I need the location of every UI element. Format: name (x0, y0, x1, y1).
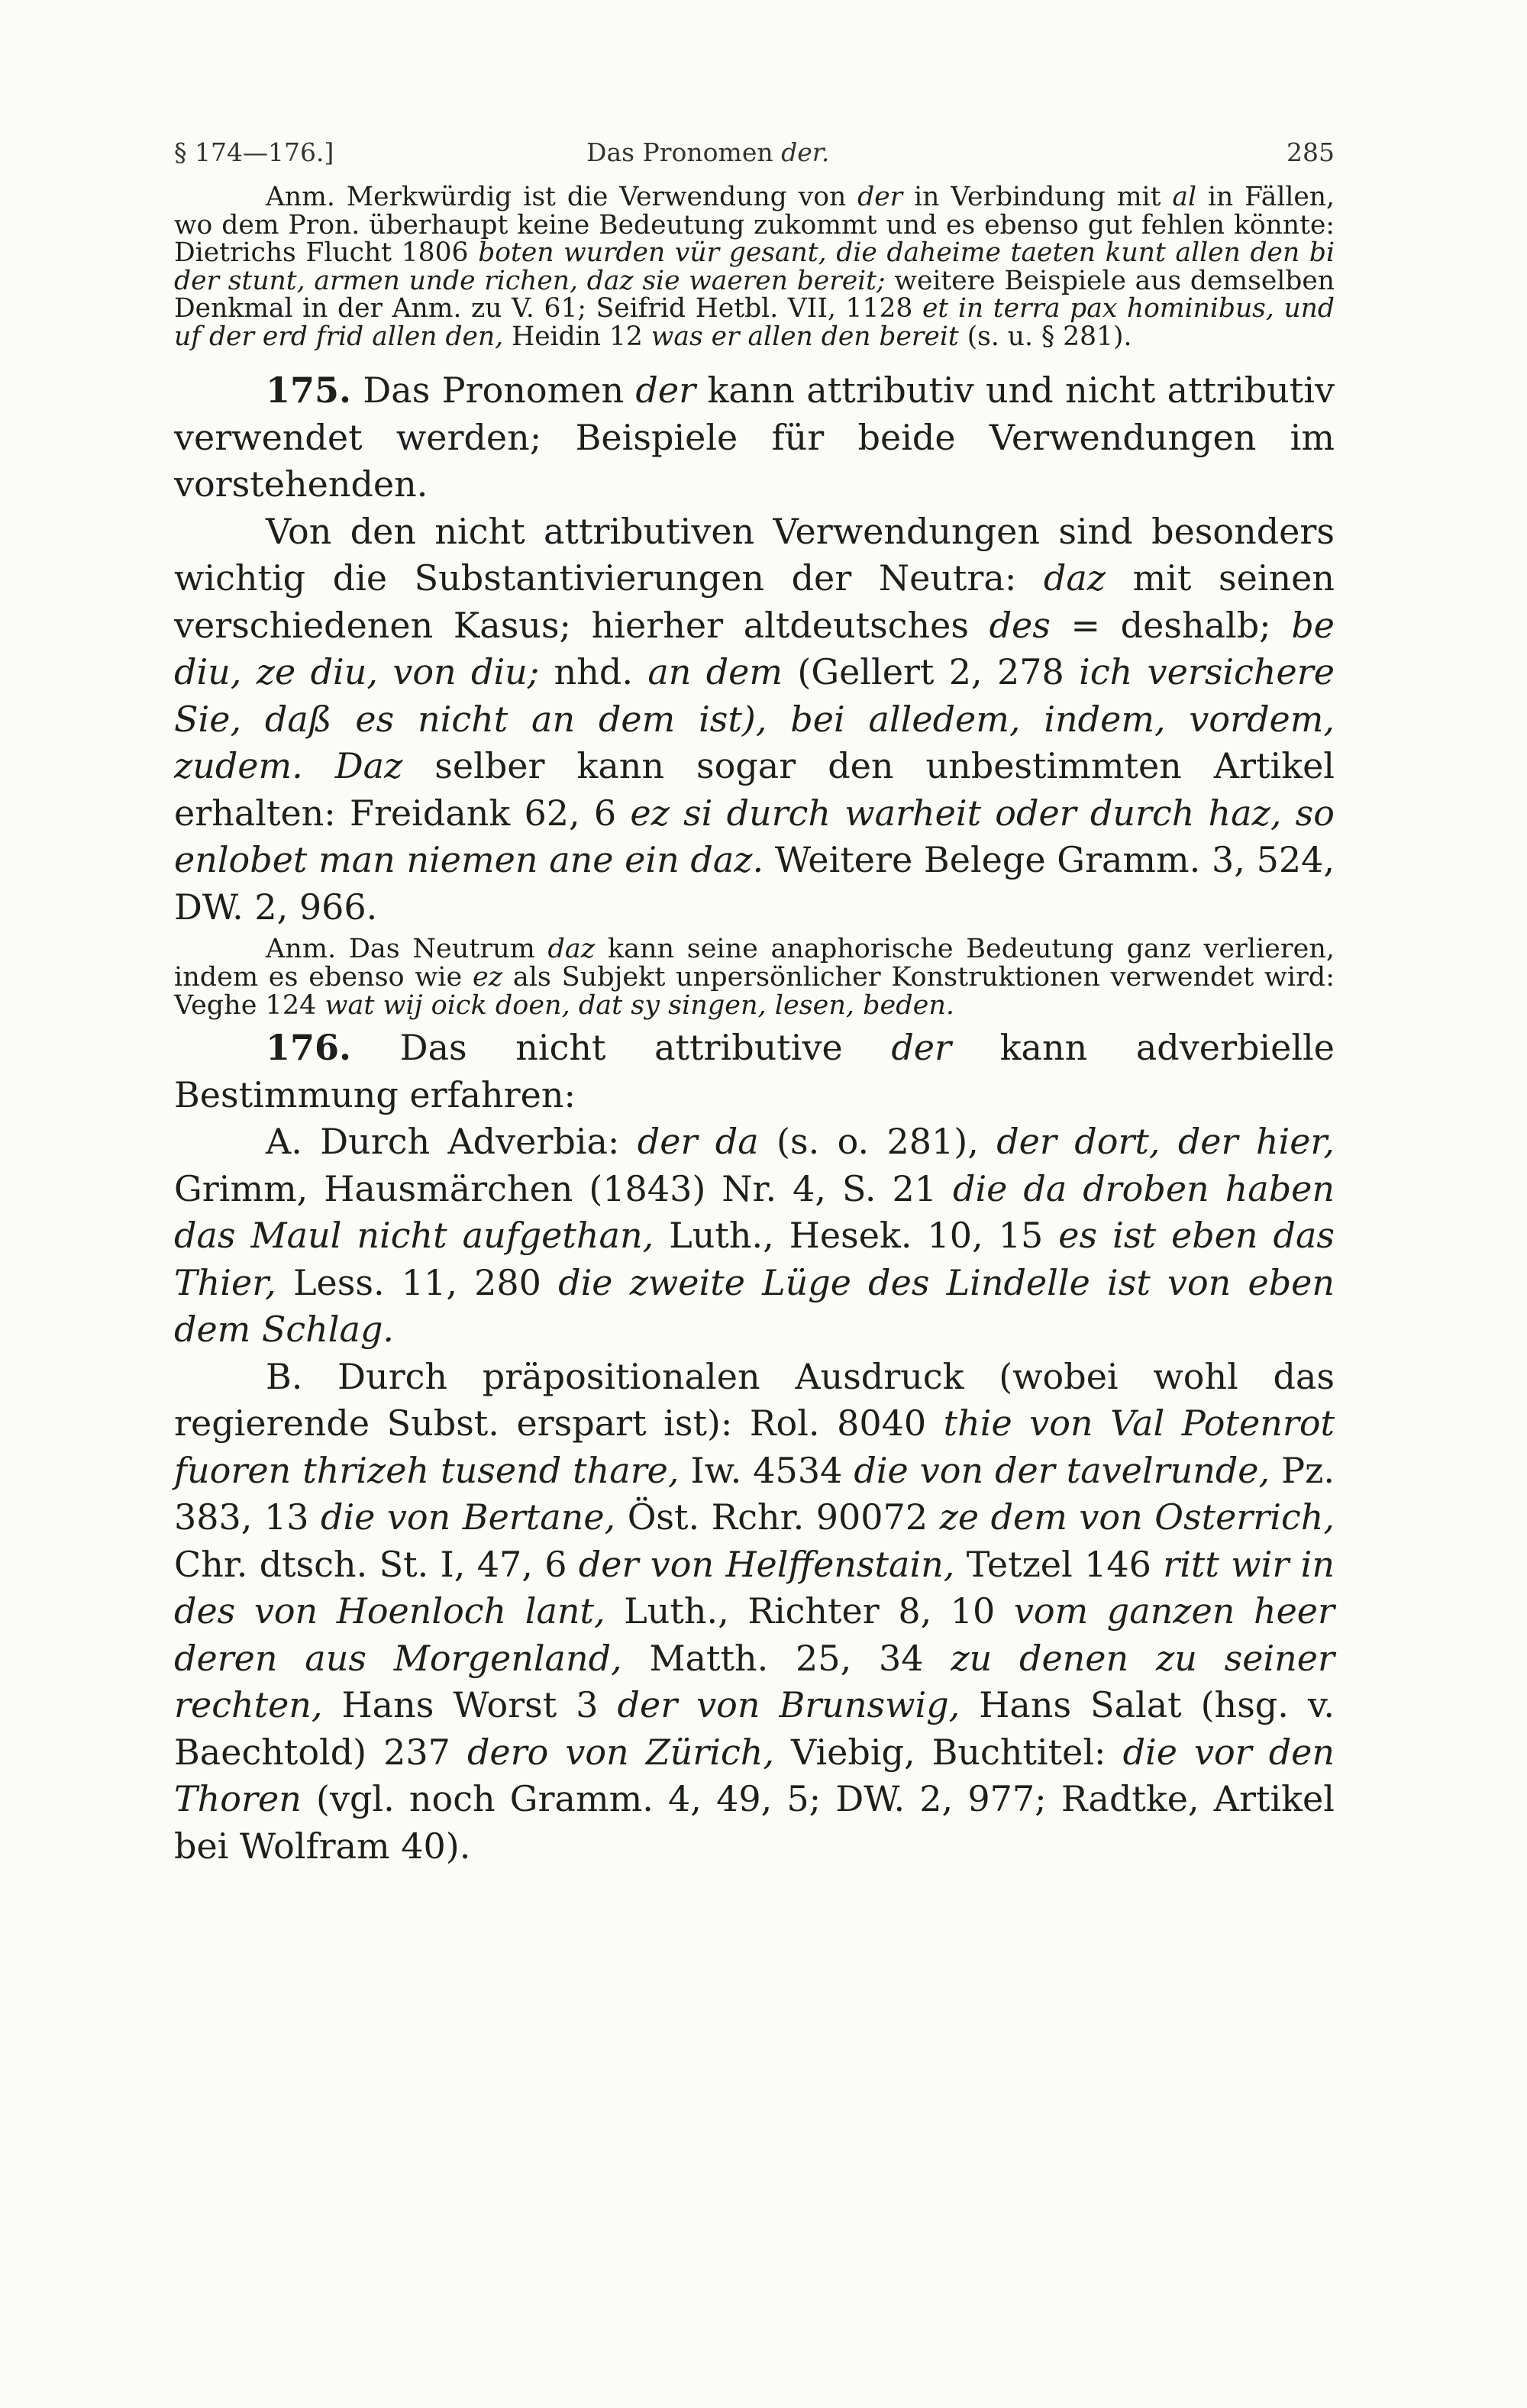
section-175-paragraph-2 (174, 508, 1335, 931)
section-176-paragraph-b (174, 1354, 1335, 1871)
text-run: Hans Worst 3 (322, 1684, 618, 1725)
italic-text: ez (472, 962, 503, 993)
text-run: mit seinen verschiedenen Kasus; hierher altdeutsches (174, 557, 1335, 646)
text-run: als Subjekt unpersönlicher Konstruktionen verwendet wird: Veghe 124 (174, 962, 1335, 1021)
italic-text: der dort, der hier, (996, 1121, 1335, 1162)
italic-text: be diu, ze diu, von diu; (174, 604, 1335, 692)
italic-text: der von Brunswig, (617, 1684, 960, 1725)
italic-text: vom ganzen heer deren aus Morgenland, (174, 1590, 1335, 1679)
italic-text: der (857, 182, 903, 212)
text-run: selber kann sogar den unbestimmten Artikel erhalten: Freidank 62, 6 (174, 745, 1335, 834)
section-number-175: 175. (266, 370, 352, 411)
italic-text: daz (1043, 557, 1106, 599)
text-run: Iw. 4534 (679, 1449, 854, 1491)
italic-text: die da droben haben das Maul nicht aufgethan, (174, 1167, 1335, 1256)
text-run: kann seine anaphorische Bedeutung ganz verlieren, indem es ebenso wie (174, 934, 1335, 993)
section-176-paragraph-a (174, 1118, 1335, 1354)
text-run: A. Durch Adverbia: (266, 1121, 638, 1162)
section-number-176: 176. (266, 1027, 352, 1068)
italic-text: der von Helffenstain, (578, 1543, 955, 1585)
text-run: Hans Salat (hsg. v. Baechtold) 237 (174, 1684, 1335, 1773)
text-run: Das nicht attributive (351, 1027, 892, 1068)
text-run: kann attributiv und nicht attributiv verwendet werden; Beispiele für beide Verwendungen im vorstehenden. (174, 370, 1335, 505)
italic-text: thie von Val Potenrot fuoren thrizeh tusend thare, (174, 1403, 1335, 1491)
text-run: Tetzel 146 (954, 1543, 1164, 1585)
italic-text: an dem (647, 651, 783, 692)
text-run: Less. 11, 280 (276, 1261, 559, 1303)
text-run: nhd. (539, 651, 648, 692)
text-run: (s. o. 281), (758, 1121, 997, 1162)
italic-text: ez si durch warheit oder durch haz, so enlobet man niemen ane ein daz. (174, 792, 1335, 880)
text-run: Chr. dtsch. St. I, 47, 6 (174, 1543, 579, 1585)
italic-text: der. (781, 137, 830, 167)
text-run: B. Durch präpositionalen Ausdruck (wobei wohl das regierende Subst. erspart ist): Rol. 8040 (174, 1355, 1335, 1444)
italic-text: ritt wir in des von Hoenloch lant, (174, 1543, 1335, 1632)
text-run: Von den nicht attributiven Verwendungen sind besonders wichtig die Substantivierungen der Neutra: (174, 510, 1335, 599)
italic-text: boten wurden vür gesant, die daheime taeten kunt allen den bi der stunt, armen unde richen, daz sie waeren bereit; (174, 237, 1335, 296)
text-run: Öst. Rchr. 90072 (615, 1496, 940, 1538)
text-run: (Gellert 2, 278 (783, 651, 1080, 692)
text-run: Das Pronomen (351, 370, 636, 411)
italic-text: die vor den Thoren (174, 1731, 1335, 1819)
section-175-paragraph-1 (174, 367, 1335, 508)
text-run: (vgl. noch Gramm. 4, 49, 5; DW. 2, 977; Radtke, Artikel bei Wolfram 40). (174, 1778, 1335, 1867)
italic-text: der (891, 1027, 952, 1068)
text-run: = deshalb; (1050, 604, 1292, 646)
text-run: Anm. Merkwürdig ist die Verwendung von (266, 182, 858, 212)
text-run: in Verbindung mit (902, 182, 1173, 212)
italic-text: der (635, 370, 696, 411)
italic-text: die von Bertane, (321, 1496, 616, 1538)
text-run: Das Pronomen (586, 137, 782, 167)
italic-text: was er allen den bereit (651, 321, 959, 352)
annotation-174 (174, 183, 1335, 350)
italic-text: die von der tavelrunde, (854, 1449, 1270, 1491)
italic-text: der da (637, 1121, 759, 1162)
text-run: Heidin 12 (503, 321, 651, 352)
italic-text: ze dem von Osterrich, (939, 1496, 1335, 1538)
italic-text: des (989, 604, 1051, 646)
running-title (586, 137, 829, 167)
text-run: kann adverbielle Bestimmung erfahren: (174, 1027, 1335, 1115)
text-run: Matth. 25, 34 (621, 1637, 951, 1679)
text-run: Grimm, Hausmärchen (1843) Nr. 4, S. 21 (174, 1167, 953, 1209)
italic-text: al (1172, 182, 1197, 212)
italic-text: zu denen zu seiner rechten, (174, 1637, 1335, 1725)
text-run: Luth., Hesek. 10, 15 (654, 1215, 1059, 1256)
italic-text: et in terra pax hominibus, und uf der erd frid allen den, (174, 293, 1335, 352)
italic-text: es ist eben das Thier, (174, 1215, 1335, 1303)
italic-text: daz (547, 934, 596, 964)
text-run: weitere Beispiele aus demselben Denkmal in der Anm. zu V. 61; Seifrid Hetbl. VII, 1128 (174, 265, 1335, 324)
italic-text: wat wij oick doen, dat sy singen, lesen, beden. (324, 990, 955, 1021)
text-run: (s. u. § 281). (958, 321, 1132, 352)
italic-text: dero von Zürich, (466, 1731, 774, 1773)
running-header (174, 137, 1335, 183)
text-run: Viebig, Buchtitel: (774, 1731, 1123, 1773)
italic-text: ich versichere Sie, daß es nicht an dem ist), bei alledem, indem, vordem, zudem. Daz (174, 651, 1335, 786)
section-176-paragraph-1 (174, 1025, 1335, 1118)
text-run: Pz. 383, 13 (174, 1449, 1335, 1538)
page (174, 137, 1335, 1870)
italic-text: die zweite Lüge des Lindelle ist von eben dem Schlag. (174, 1261, 1335, 1350)
text-run: Weitere Belege Gramm. 3, 524, DW. 2, 966. (174, 839, 1335, 928)
annotation-175 (174, 935, 1335, 1020)
text-run: in Fällen, wo dem Pron. überhaupt keine Bedeutung zukommt und es ebenso gut fehlen könnte: Dietrichs Flucht 1806 (174, 182, 1335, 268)
page-number: 285 (1286, 137, 1335, 167)
text-run: Luth., Richter 8, 10 (605, 1590, 1014, 1632)
text-run: Anm. Das Neutrum (266, 934, 548, 964)
section-range: § 174—176.] (174, 137, 334, 167)
